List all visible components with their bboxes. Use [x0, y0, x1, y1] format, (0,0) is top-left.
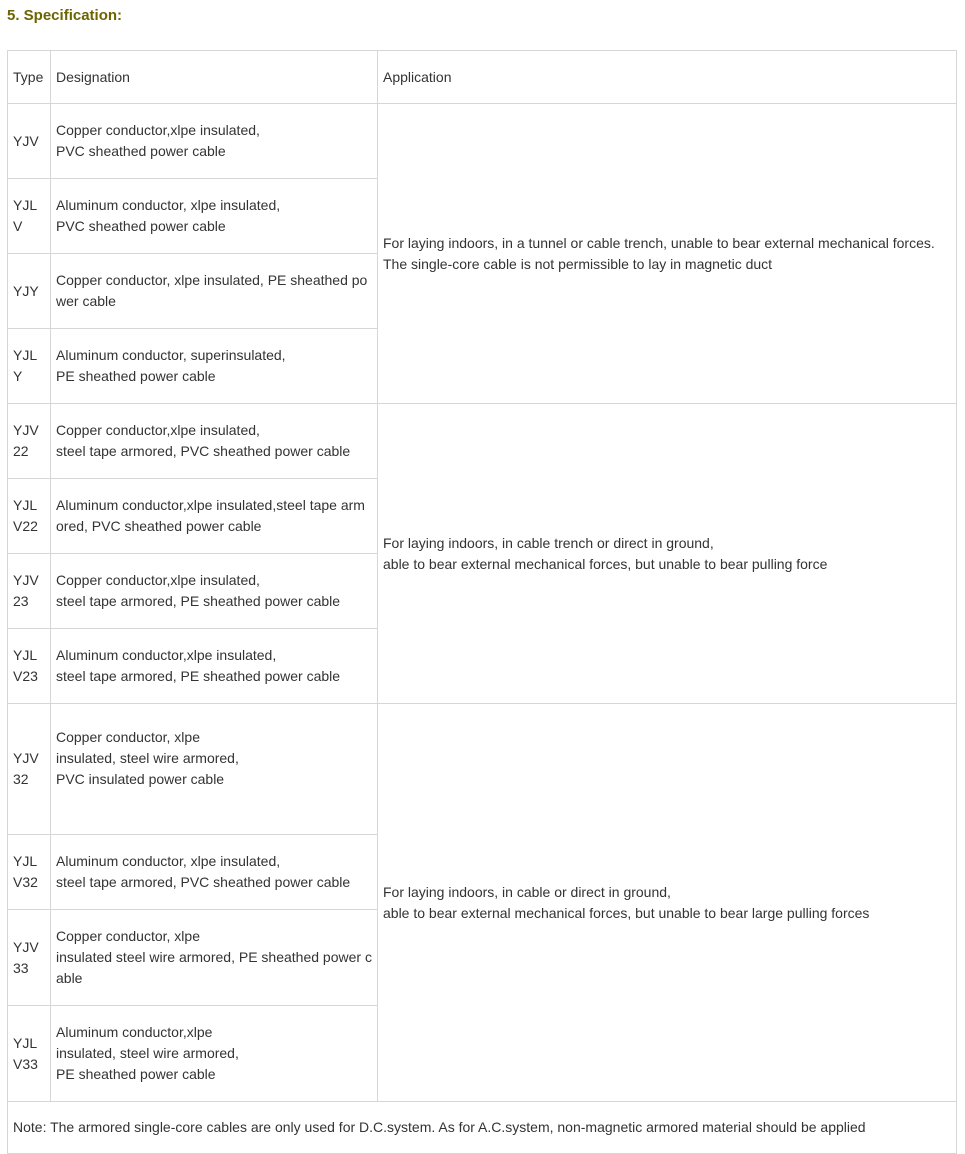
designation-cell: Aluminum conductor,xlpe insulated, steel wire armored, PE sheathed power cable	[51, 1006, 378, 1102]
table-row	[8, 404, 957, 479]
application-cell: For laying indoors, in cable or direct in ground, able to bear external mechanical forces, but unable to bear large pulling forces	[378, 704, 957, 1102]
type-cell: YJLV22	[8, 479, 51, 554]
designation-cell: Copper conductor, xlpe insulated, PE sheathed power cable	[51, 254, 378, 329]
designation-cell: Copper conductor,xlpe insulated, steel tape armored, PE sheathed power cable	[51, 554, 378, 629]
type-cell: YJLV23	[8, 629, 51, 704]
type-cell: YJV	[8, 104, 51, 179]
type-cell: YJLY	[8, 329, 51, 404]
designation-cell: Aluminum conductor,xlpe insulated, steel tape armored, PE sheathed power cable	[51, 629, 378, 704]
type-cell: YJV23	[8, 554, 51, 629]
designation-cell: Copper conductor,xlpe insulated, PVC sheathed power cable	[51, 104, 378, 179]
table-row	[8, 104, 957, 179]
type-cell: YJLV	[8, 179, 51, 254]
type-cell: YJLV32	[8, 835, 51, 910]
header-application: Application	[378, 51, 957, 104]
type-cell: YJY	[8, 254, 51, 329]
note-row	[8, 1102, 957, 1154]
section-title: 5. Specification:	[7, 7, 123, 24]
designation-cell: Copper conductor, xlpe insulated, steel wire armored, PVC insulated power cable	[51, 704, 378, 835]
header-designation: Designation	[51, 51, 378, 104]
application-cell: For laying indoors, in a tunnel or cable trench, unable to bear external mechanical forces. The single-core cable is not permissible to lay in magnetic duct	[378, 104, 957, 404]
header-type: Type	[8, 51, 51, 104]
designation-cell: Aluminum conductor, xlpe insulated, steel tape armored, PVC sheathed power cable	[51, 835, 378, 910]
designation-cell: Copper conductor, xlpe insulated steel wire armored, PE sheathed power cable	[51, 910, 378, 1006]
table-row	[8, 704, 957, 835]
designation-cell: Aluminum conductor, xlpe insulated, PVC sheathed power cable	[51, 179, 378, 254]
type-cell: YJLV33	[8, 1006, 51, 1102]
type-cell: YJV33	[8, 910, 51, 1006]
designation-cell: Aluminum conductor, superinsulated, PE sheathed power cable	[51, 329, 378, 404]
type-cell: YJV22	[8, 404, 51, 479]
type-cell: YJV32	[8, 704, 51, 835]
designation-cell: Copper conductor,xlpe insulated, steel tape armored, PVC sheathed power cable	[51, 404, 378, 479]
application-cell: For laying indoors, in cable trench or direct in ground, able to bear external mechanical forces, but unable to bear pulling force	[378, 404, 957, 704]
table-header-row	[8, 51, 957, 104]
specification-table	[7, 50, 957, 1154]
note-text: Note: The armored single-core cables are only used for D.C.system. As for A.C.system, non-magnetic armored material should be applied	[8, 1102, 957, 1154]
designation-cell: Aluminum conductor,xlpe insulated,steel tape armored, PVC sheathed power cable	[51, 479, 378, 554]
